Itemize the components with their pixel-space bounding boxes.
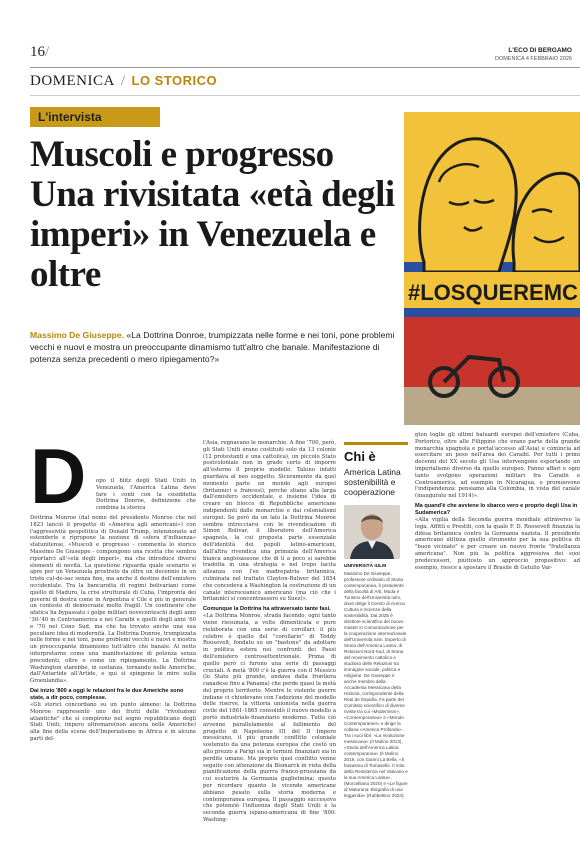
- question-3: Ma quand'è che avviene lo sbarco vero e proprio degli Usa in Sudamerica?: [415, 502, 578, 516]
- article-column-4: [415, 432, 580, 571]
- column-2-answer: «La Dottrina Monroe, strada facendo, ogni tanto viene riesumata, a volte dimenticata e pure rielaborata con una serie di corollari: il più celebre è quello del "corollario" di Teddy Roosevelt, fondato su un "bastone" da adottare in politica estera nei confronti dei Paesi dell'emisfero centrosettentrionale. Prima di quello però ci furono una serie di passaggi cruciali. A metà '800 c'è la guerra con il Messico (lo Stato più grande, andava dalla frontiera canadese fino a Panama) che perde quasi la metà del proprio territorio. Mentre le violente guerre indiane ci chiudevano con l'adozione del modello delle riserve, la vittoria unionista nella guerra civile del 1861-1865 consolidò il nuovo modello a porto industriale-finanziario moderno. Tutto ciò avvenne parallelamente al fallimento del progetto di Napoleone III del II Impero messicano, il più grande conflitto coloniale sostenuto da una potenza europea che costò un alto prezzo a Parigi sia in termini finanziari sia in perdite umane. Ma proprio quel conflitto venne seguito con attenzione da Bismarck in vista della pianificazione della guerra franco-prussiana da cui scaturirà la Germania guglielmina; questo per ricordare quanto le vicende americane abbiano pesato sulla storia moderna e contemporanea europea. Il passaggio successivo che potenziò l'influenza degli Stati Uniti è la seconda guerra ispano-americana di fine '800: Washing-: [203, 613, 336, 824]
- column-1-answer: «Gli storici concordano su un punto almeno: la Dottrina Monroe rappresentò uno dei frutti delle "rivoluzioni atlantiche" che si compirono nel sogno repubblicano degli Stati Uniti, impero oltremare(non ancora nelle Americhe) alla fine della scena dell'Imperialismo in Africa e in alcune parti del-: [30, 701, 196, 742]
- author-box-subtitle: America Latina sostenibilità e cooperazione: [344, 467, 401, 497]
- lead-author: Massimo De Giuseppe.: [30, 330, 125, 340]
- column-4-answer: «Alla vigilia della Seconda guerra mondiale attraverso la lega. Affitti e Prestiti, con la quale F. D. Roosevelt finanzia la difesa britannica contro la Germania nazista. Il presidente americano utilizza quello strumento per la sua politica di "buon vicinato" e per creare un nuovo fronte "fratellanza americana". Non più la politica aggressiva dei suoi predecessori, piuttosto un approccio propositivo: ad esempio, riesce a spostare il Brasile di Getulio Var-: [415, 516, 580, 571]
- article-column-2: [203, 440, 336, 824]
- drop-cap: [30, 432, 90, 520]
- page-header: [30, 44, 580, 66]
- column-2-text: l'Asia, regnavano le monarchie. A fine '700, però, gli Stati Uniti erano costituiti solo da 13 colonie (12 protestanti e una cattolica), un piccolo Stato postcoloniale non in grado certo di imporre all'esterno il proprio modello. Taluno infatti guardava al neo soggetto. Sicuramente da quel momento parte un mondo agli europei (britannici e francesi), perché stiano alla larga dall'emisfero occidentale, e insieme l'idea di creare un blocco di Repubbliche americane indipendenti dalle monarchie e dai colonialismi europei. Se però da un lato la Dottrina Monroe sembra intrecciarsi con le rivendicazioni di Simon Bolivar, il liberatore dell'America spagnola, la cui proposta parte essenziale dell'identità dei popoli latino-americani, dall'altra rivendica una primazia dell'America bianca anglosassone che di lì a poco si sarebbe tradotta in una strategia e nel tropo tacita alleanza con l'ex madrepatria britannica, culminata nel trattato Clayton-Bulwer del 1854 che concedeva a Washington la costruzione di un canale interoceanico americano (ma ciò che i britannici si concentrassero su Suez)».: [203, 440, 336, 603]
- mural-illustration: [404, 112, 580, 425]
- question-1: Dai inizio '800 a oggi le relazioni fra le due Americhe sono state, a dir poco, complesse.: [30, 687, 184, 701]
- author-affiliation: UNIVERSITÀ IULM: [344, 564, 387, 569]
- section-separator: /: [120, 73, 126, 89]
- portrait-illustration: [344, 505, 400, 559]
- author-bio: Massimo De Giuseppe, professore ordinario di Storia contemporanea, è presidente della facoltà di Arti, Moda e Turismo dell'Università Iulm, dove dirige il Centro di ricerca Cultura e Scienze della sostenibilità. Dal 2025 è direttore scientifico del nuovo master in Comunicazione per la cooperazione internazionale dell'Università Iulm. Esperto di Storia dell'America Latina, di Relazioni Nord-Sud, di Storia del movimento cattolico e studioso delle Relazioni tra immagine sociale, politica e religione. De Giuseppe è anche membro della Accademia Messicana della Historia, corrispondente della Real de España. Fa parte del Comitato scientifico di diverse riviste tra cui «Modernism», «Contemporanea» e «Mondo Contemporaneo» e dirige la collana «America Profonda». Tra i suoi libri: «La rivoluzione messicana» (Il Mulino 2013), «Storia dell'America Latina contemporanea» (Il Mulino 2019, con Gianni La Bella, «Il fantasma di Tomasello. Il mito della Resistenza nel Vaticano e la sua America Latina», (Morcelliana 2020) e «Le figure di Maturana: Biografia di una leggenda» (Rubbettino 2024).: [344, 571, 408, 798]
- article-photo: [404, 112, 580, 425]
- lead-text: «La Dottrina Donroe, trumpizzata nelle forme e nei toni, pone problemi vecchi e nuovi e mostra un preoccupante dinamismo tutt'altro che banale. Manifestazione di potenza senza precedenti o mero ripiegamento?»: [30, 330, 395, 364]
- section-kicker: LO STORICO: [131, 73, 218, 88]
- section-label: [30, 73, 217, 90]
- author-box-rule: [344, 442, 408, 445]
- article-column-1: [30, 515, 196, 743]
- column-1-text: Dottrina Monroe (dal nome del presidente Monroe che nel 1823 lanciò il progetto di «America agli americani») con l'aggressività geopolitica di Donald Trump, intenzionato ad estenderle e ripropone la nozione di «sfera d'influenza» statunitense, «Muscoli e progresso - commenta lo storico Massimo De Giuseppe - compongono una ricetta che sembra riportarci all'«età degli imperi», ma che introduce diversi elementi di novità. La questione riguarda quale scenario si apre per un Venezuela prostrato da oltre un decennio in un triste cul-de-sac senza fine, ma anche il destino dell'emisfero occidentale. Tra la bancarotta di regimi bolivariani come quello di Maduro, la crisi strutturale di Cuba, l'impronta dei governi di destra come in Argentina e Cile e più in generale un contesto di democrazie molto fragili. Un continente che afatica ha bypassato i golpe militari novecenteschi degli anni '30-'40 in Centroamerica e nei Caraibi e quelli degli anni '60 e '70 nel Cono Sud, ma che ha trovato anche una sua peculiare idea di modernità. La Dottrina Donroe, trumpizzata nelle forme e nei toni, pone problemi vecchi e nuovi e mostra un preoccupante dinamismo tutt'altro che banale. Al netto interpretarne come una manifestazione di potenza senza precedenti, oltre o come un ripiegamento. La Dottrina Washington starebbe, in sostanza, tornando nelle Americhe, dall'Antartide all'Artide, e qui si spingono le mire sulla Groenlandia».: [30, 515, 196, 685]
- publication-masthead: [495, 46, 572, 64]
- page-number: 16/: [30, 44, 50, 60]
- poster-text: #LOSQUEREMC: [408, 280, 578, 305]
- column-4-text: gton toglie gli ultimi baluardi europei dell'emisfero (Cuba, Portorico, oltre alle Filippine che erano parte della grande monarchia spagnola e portal'accesso all'Asia) e comincia ad esercitare un peso nell'area dei Caraibi. Per tutti i primi decenni del XX secolo gli Usa intervengono esportando un imperialismo diverso da quello europeo. Fanno affari e ogni tanto svolgono operazioni militari fra Caraibi e Centroamerica, ad esempio in Nicaragua, o promuovono l'indipendenza: pensiamo alla Colombia, in vista del canale (inaugurato nel 1914)».: [415, 432, 580, 500]
- section-rule: [30, 95, 580, 96]
- header-rule: [30, 67, 580, 68]
- publication-date: DOMENICA 4 FEBBRAIO 2026: [494, 56, 572, 62]
- question-2: Comunque la Dottrina ha attraversato tante fasi.: [203, 606, 331, 613]
- lead-paragraph: [30, 329, 400, 365]
- headline: Muscoli e progresso Una rivisitata «età degli imperi» in Venezuela e oltre: [30, 134, 395, 295]
- article-tag: L'intervista: [30, 107, 160, 127]
- section-name: DOMENICA: [30, 73, 115, 89]
- author-box-title: Chi è: [344, 449, 376, 464]
- article-column-1-top: opo il blitz degli Stati Uniti in Venezuela, l'America Latina deve fare i conti con la cosiddetta Dottrina Donroe, definizione che combina la storica: [96, 478, 196, 512]
- drop-cap-letter: D: [30, 432, 87, 520]
- publication-name: L'ECO DI BERGAMO: [508, 47, 572, 54]
- author-portrait: [344, 505, 400, 559]
- author-box: [344, 442, 408, 799]
